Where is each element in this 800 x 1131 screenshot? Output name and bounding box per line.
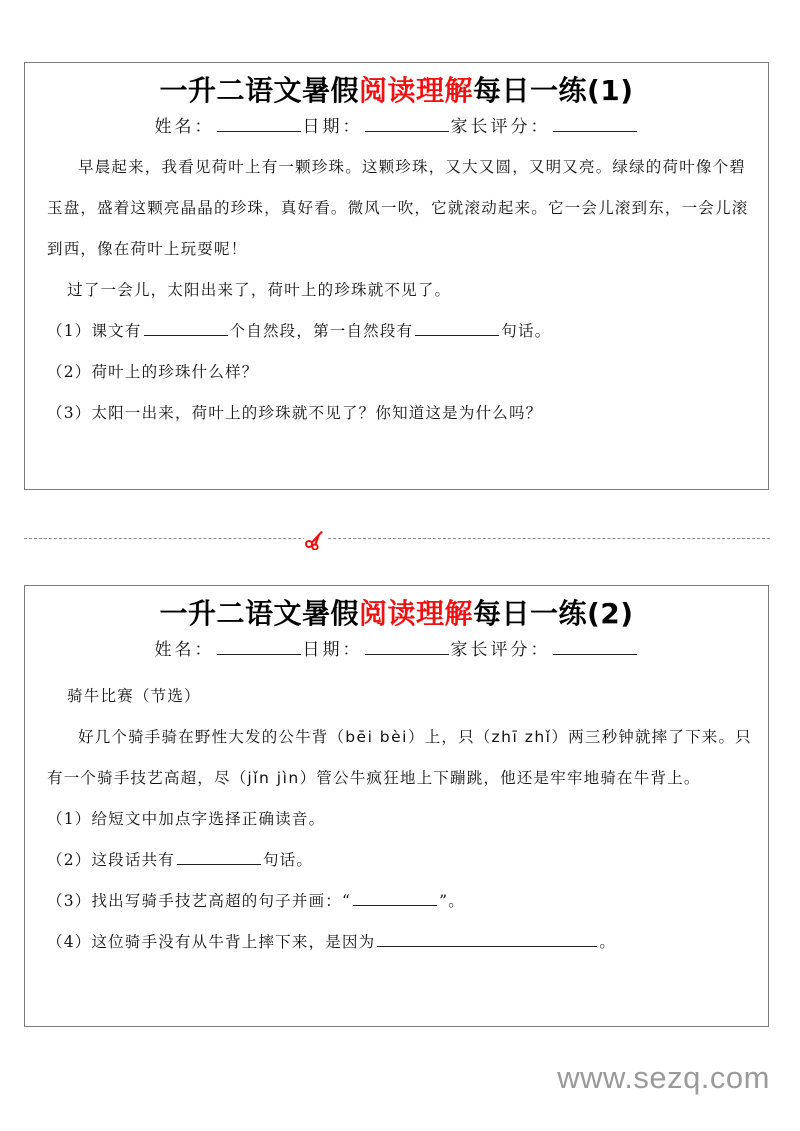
date-field[interactable] — [365, 638, 449, 655]
answer-blank[interactable] — [377, 930, 597, 947]
answer-blank[interactable] — [353, 889, 437, 906]
question-number: （3） — [47, 892, 92, 910]
question-text: 句话。 — [501, 322, 552, 340]
score-label: 家长评分： — [450, 117, 551, 137]
question-3 — [47, 881, 754, 922]
passage-paragraph: 早晨起来，我看见荷叶上有一颗珍珠。这颗珍珠，又大又圆，又明又亮。绿绿的荷叶像个碧玉盘，盛着这颗亮晶晶的珍珠，真好看。微风一吹，它就滚动起来。它一会儿滚到东，一会儿滚到西，像在荷叶上玩耍呢！ — [47, 158, 749, 258]
question-1 — [47, 799, 754, 840]
question-number: （4） — [47, 933, 92, 951]
cut-line-divider — [24, 538, 770, 539]
question-number: （1） — [47, 810, 92, 828]
question-3 — [47, 393, 754, 434]
pinyin-option: bēi bèi — [345, 728, 408, 746]
worksheet-2 — [24, 585, 769, 1027]
score-field[interactable] — [553, 115, 637, 132]
watermark-text: www.sezq.com — [557, 1060, 770, 1095]
passage-text: 好几个骑手骑在野性大发的公牛背（ — [78, 728, 346, 746]
passage-paragraph — [47, 717, 754, 799]
question-2 — [47, 352, 754, 393]
question-text: 课文有 — [91, 322, 142, 340]
question-number: （2） — [47, 851, 92, 869]
question-number: （2） — [47, 363, 92, 381]
question-1 — [47, 311, 754, 352]
answer-blank[interactable] — [144, 319, 228, 336]
title-prefix: 一升二语文暑假 — [159, 74, 359, 107]
question-number: （3） — [47, 404, 92, 422]
question-text: 找出写骑手技艺高超的句子并画：“ — [91, 892, 352, 910]
question-text: 太阳一出来，荷叶上的珍珠就不见了？你知道这是为什么吗？ — [91, 404, 543, 422]
title-suffix: 每日一练(2) — [472, 597, 634, 630]
title-highlight: 阅读理解 — [358, 74, 473, 107]
pinyin-option: zhī zhǐ — [491, 728, 552, 746]
worksheet-title — [25, 596, 768, 632]
question-text: 这位骑手没有从牛背上摔下来，是因为 — [91, 933, 376, 951]
score-label: 家长评分： — [450, 640, 551, 660]
worksheet-body — [47, 147, 754, 434]
question-text: 给短文中加点字选择正确读音。 — [91, 810, 326, 828]
name-field[interactable] — [217, 638, 301, 655]
passage-title: 骑牛比赛（节选） — [67, 687, 201, 705]
student-info-row — [25, 115, 768, 138]
answer-blank[interactable] — [177, 848, 261, 865]
name-field[interactable] — [217, 115, 301, 132]
name-label: 姓名： — [154, 117, 215, 137]
question-2 — [47, 840, 754, 881]
worksheet-body — [47, 676, 754, 963]
date-label: 日期： — [302, 117, 363, 137]
question-text: 个自然段，第一自然段有 — [229, 322, 414, 340]
answer-blank[interactable] — [415, 319, 499, 336]
title-highlight: 阅读理解 — [358, 597, 473, 630]
passage-paragraph: 过了一会儿，太阳出来了，荷叶上的珍珠就不见了。 — [67, 281, 452, 299]
question-text: 荷叶上的珍珠什么样？ — [91, 363, 259, 381]
question-text: 句话。 — [262, 851, 314, 869]
question-text: ”。 — [439, 892, 465, 910]
passage-text: ）管公牛疯狂地上下蹦跳，他还是牢牢地骑在牛背上。 — [299, 769, 701, 787]
question-text: 。 — [599, 933, 617, 951]
date-label: 日期： — [302, 640, 363, 660]
name-label: 姓名： — [154, 640, 215, 660]
passage-text: ）上，只（ — [408, 728, 492, 746]
score-field[interactable] — [553, 638, 637, 655]
worksheet-1 — [24, 62, 769, 490]
title-suffix: 每日一练(1) — [472, 74, 634, 107]
scissors-icon — [304, 528, 326, 550]
passage-text: ）两三秒钟就摔了下来。只有一个骑手技艺高超，尽（ — [47, 728, 752, 787]
question-number: （1） — [47, 322, 92, 340]
pinyin-option: jǐn jìn — [247, 769, 300, 787]
question-text: 这段话共有 — [91, 851, 175, 869]
student-info-row — [25, 638, 768, 661]
question-4 — [47, 922, 754, 963]
date-field[interactable] — [365, 115, 449, 132]
worksheet-title — [25, 73, 768, 109]
title-prefix: 一升二语文暑假 — [159, 597, 359, 630]
